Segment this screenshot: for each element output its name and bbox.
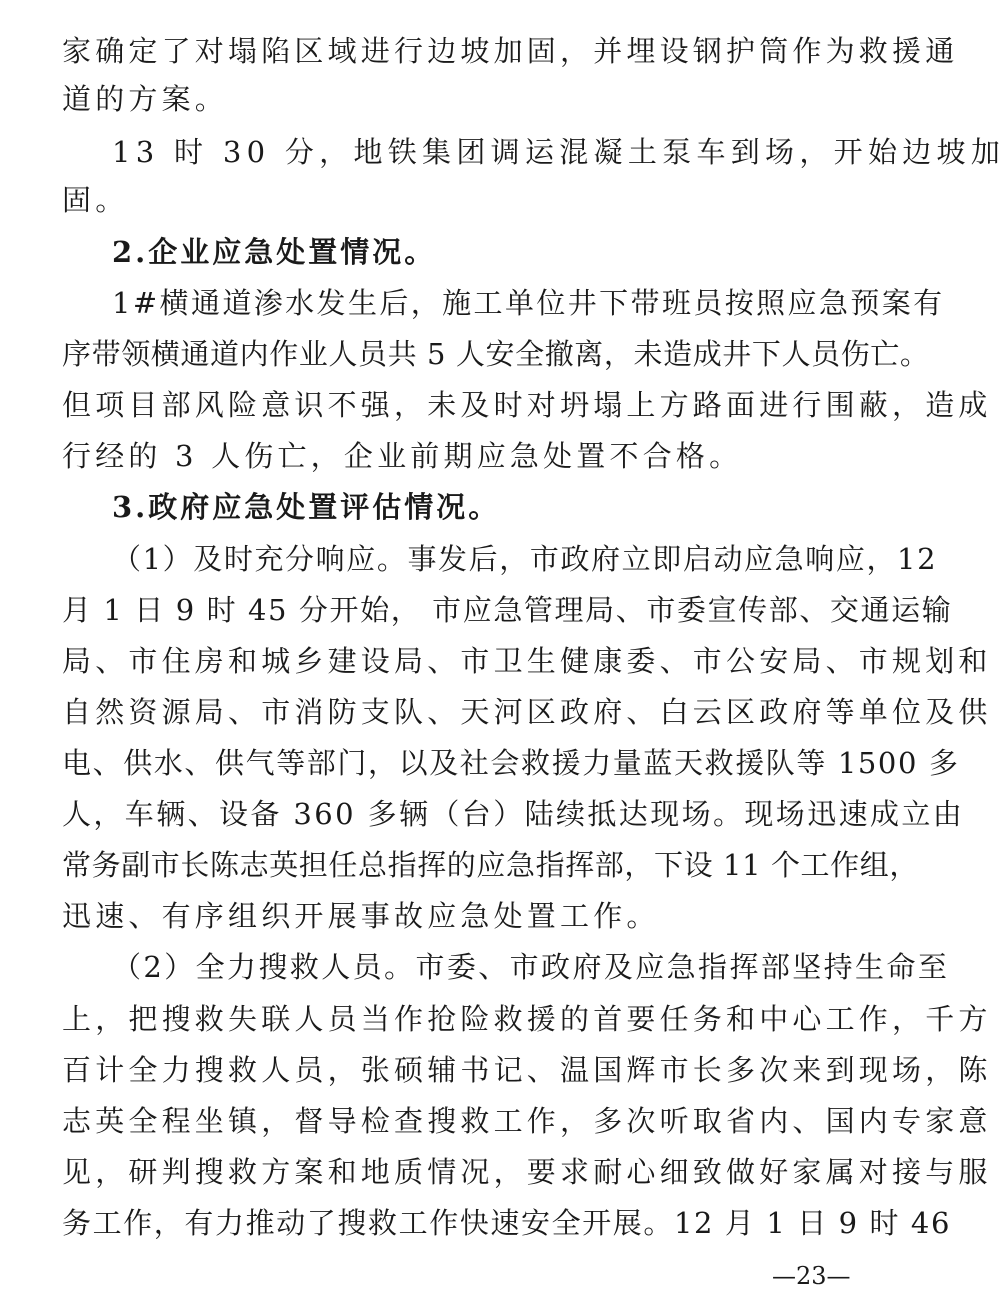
text-line: 序带领横通道内作业人员共 5 人安全撤离，未造成井下人员伤亡。	[62, 337, 930, 371]
text-line: 百计全力搜救人员，张硕辅书记、温国辉市长多次来到现场，陈	[62, 1053, 992, 1087]
text-line: 家确定了对塌陷区域进行边坡加固，并埋设钢护筒作为救援通	[62, 34, 959, 68]
text-line: 自然资源局、市消防支队、天河区政府、白云区政府等单位及供	[62, 695, 992, 729]
text-line: 局、市住房和城乡建设局、市卫生健康委、市公安局、市规划和	[62, 644, 992, 678]
text-line: 月 1 日 9 时 45 分开始， 市应急管理局、市委宣传部、交通运输	[62, 593, 953, 627]
text-line: 但项目部风险意识不强，未及时对坍塌上方路面进行围蔽，造成	[62, 388, 992, 422]
text-line: 人，车辆、设备 360 多辆（台）陆续抵达现场。现场迅速成立由	[62, 797, 965, 831]
page-number: —23—	[772, 1262, 851, 1290]
text-line: 行经的 3 人伤亡，企业前期应急处置不合格。	[62, 439, 743, 473]
section-heading: 2.企业应急处置情况。	[112, 235, 437, 269]
section-heading: 3.政府应急处置评估情况。	[112, 490, 501, 524]
text-line: （1）及时充分响应。事发后，市政府立即启动应急响应，12	[112, 542, 938, 576]
text-line: 固。	[62, 183, 129, 217]
text-line: 电、供水、供气等部门，以及社会救援力量蓝天救援队等 1500 多	[62, 746, 960, 780]
text-line: 13 时 30 分，地铁集团调运混凝土泵车到场，开始边坡加	[112, 135, 1005, 169]
text-line: 志英全程坐镇，督导检查搜救工作，多次听取省内、国内专家意	[62, 1104, 992, 1138]
text-line: 常务副市长陈志英担任总指挥的应急指挥部，下设 11 个工作组，	[62, 848, 919, 882]
text-line: （2）全力搜救人员。市委、市政府及应急指挥部坚持生命至	[112, 950, 950, 984]
text-line: 1#横通道渗水发生后，施工单位井下带班员按照应急预案有	[112, 286, 945, 320]
text-line: 见，研判搜救方案和地质情况，要求耐心细致做好家属对接与服	[62, 1155, 992, 1189]
text-line: 道的方案。	[62, 82, 229, 116]
text-line: 务工作，有力推动了搜救工作快速安全开展。12 月 1 日 9 时 46	[62, 1206, 952, 1240]
text-line: 上，把搜救失联人员当作抢险救援的首要任务和中心工作，千方	[62, 1002, 992, 1036]
text-line: 迅速、有序组织开展事故应急处置工作。	[62, 899, 660, 933]
